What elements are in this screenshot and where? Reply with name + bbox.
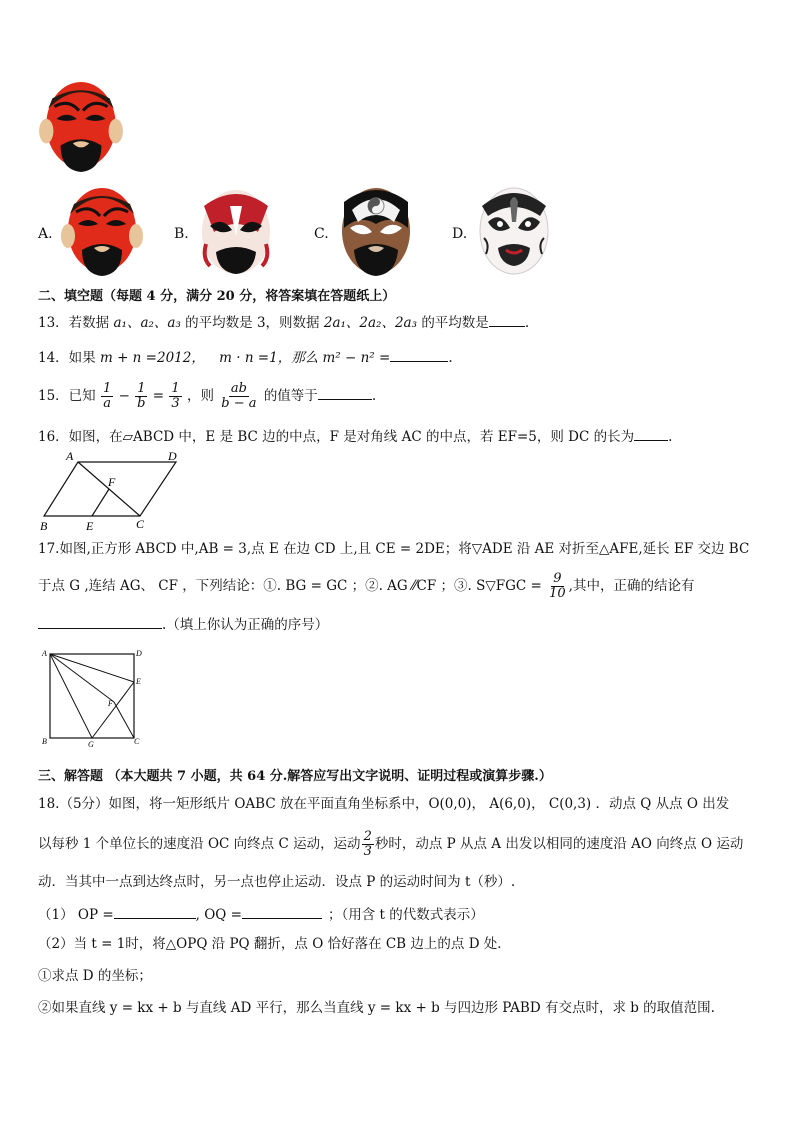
- q16-label-f: F: [108, 475, 116, 489]
- q15-post: 的值等于: [263, 388, 318, 404]
- q14-expr3: m² − n² =: [322, 350, 391, 366]
- q17-label-c: C: [134, 737, 140, 746]
- question-17-line3: [38, 614, 328, 634]
- q13-post: 的平均数是: [421, 315, 489, 331]
- q18-line2b: 秒时，动点 P 从点 A 出发以相同的速度沿 AO 向终点 O 运动: [374, 836, 744, 852]
- q14-pre: 14．如果: [38, 350, 96, 366]
- q16-label-d: D: [168, 449, 177, 463]
- option-a-label: A.: [38, 226, 53, 242]
- q16-parallelogram-figure: [36, 448, 186, 534]
- q18-line4a: （1） OP =: [38, 907, 114, 923]
- q17-label-e: E: [136, 677, 141, 686]
- opera-mask-white-black-option-d: [474, 184, 554, 278]
- question-18-line7: ②如果直线 y = kx + b 与直线 AD 平行，那么当直线 y = kx + b 与四边形 PABD 有交点时，求 b 的取值范围.: [38, 1000, 715, 1016]
- opera-mask-red-option-a: [60, 186, 144, 278]
- q17-label-f: F: [108, 699, 113, 708]
- option-d-label: D.: [452, 226, 468, 242]
- question-18-line2: [38, 826, 743, 862]
- q17-label-g: G: [88, 740, 94, 749]
- q16-end: .: [668, 429, 673, 445]
- q13-mid: 的平均数是 3，则数据: [185, 315, 320, 331]
- q15-minus: −: [118, 388, 130, 404]
- q18-fraction-2-over-3: $\frac{2}{3}$: [363, 829, 372, 859]
- q16-label-e: E: [86, 519, 94, 533]
- opera-mask-white-red-option-b: [196, 186, 276, 278]
- q16-label-b: B: [40, 519, 48, 533]
- q14-end: .: [448, 350, 453, 366]
- q17-label-d: D: [136, 649, 142, 658]
- q15-fraction-1-over-a: $\frac{1}{a}$: [102, 381, 112, 411]
- question-18-line1: 18.（5分）如图，将一矩形纸片 OABC 放在平面直角坐标系中，O(0,0)， A(6,0)， C(0,3) ．动点 Q 从点 O 出发: [38, 796, 730, 812]
- q15-pre: 15．已知: [38, 388, 96, 404]
- question-17-line1: 17.如图,正方形 ABCD 中,AB = 3,点 E 在边 CD 上,且 CE = 2DE；将▽ADE 沿 AE 对折至△AFE,延长 EF 交边 BC: [38, 541, 750, 557]
- q17-label-a: A: [42, 649, 47, 658]
- q15-end: .: [371, 388, 377, 404]
- option-c-label: C.: [314, 226, 329, 242]
- section2-title: 二、填空题（每题 4 分，满分 20 分，将答案填在答题纸上）: [38, 289, 396, 304]
- q14-expr1: m + n =2012，: [99, 350, 205, 366]
- q13-vars2: 2a₁、2a₂、2a₃: [323, 315, 418, 331]
- q17-answer-blank[interactable]: [38, 614, 162, 629]
- q16-answer-blank[interactable]: [634, 426, 668, 441]
- q17-square-figure: [38, 646, 150, 750]
- q15-mid: ，则: [186, 388, 214, 404]
- q16-label-a: A: [66, 449, 74, 463]
- option-b-label: B.: [174, 226, 189, 242]
- question-16: [38, 426, 672, 446]
- q17-line2b: ,其中，正确的结论有: [568, 578, 695, 594]
- q17-fraction-9-over-10: $\frac{9}{10}$: [549, 571, 566, 601]
- q13-vars1: a₁、a₂、a₃: [113, 315, 181, 331]
- q13-end: .: [524, 315, 530, 331]
- q18-oq-blank[interactable]: [242, 904, 322, 919]
- q16-text: 16．如图，在▱ABCD 中，E 是 BC 边的中点，F 是对角线 AC 的中点，若 EF=5，则 DC 的长为: [38, 429, 635, 445]
- q18-line4b: , OQ =: [195, 907, 242, 923]
- question-13: [38, 312, 529, 332]
- question-17-line2: [38, 568, 694, 604]
- q16-label-c: C: [136, 517, 145, 531]
- q15-fraction-1-over-3: $\frac{1}{3}$: [171, 381, 180, 411]
- section3-title: 三、解答题 （本大题共 7 小题，共 64 分.解答应写出文字说明、证明过程或演算步骤.）: [38, 769, 552, 784]
- q18-line2a: 以每秒 1 个单位长的速度沿 OC 向终点 C 运动，运动: [38, 836, 361, 852]
- q15-fraction-ab-over-b-minus-a: $\frac{ab}{b - a}$: [221, 381, 257, 411]
- question-18-line6: ①求点 D 的坐标；: [38, 968, 152, 984]
- opera-mask-red-question: [38, 80, 124, 174]
- q14-answer-blank[interactable]: [390, 347, 448, 362]
- q15-fraction-1-over-b: $\frac{1}{b}$: [137, 381, 146, 411]
- question-18-line4: [38, 904, 484, 924]
- q13-answer-blank[interactable]: [489, 312, 525, 327]
- q17-label-b: B: [42, 737, 47, 746]
- question-14: [38, 347, 453, 367]
- q18-op-blank[interactable]: [114, 904, 196, 919]
- question-18-line5: （2）当 t = 1时，将△OPQ 沿 PQ 翻折，点 O 恰好落在 CB 边上的点 D 处．: [38, 936, 511, 952]
- question-15: [38, 378, 376, 414]
- q17-line3: .（填上你认为正确的序号）: [162, 617, 329, 633]
- q14-expr2: m · n =1，那么: [219, 350, 319, 366]
- question-18-line3: 动．当其中一点到达终点时，另一点也停止运动．设点 P 的运动时间为 t（秒）.: [38, 874, 516, 890]
- q15-answer-blank[interactable]: [318, 385, 372, 400]
- q18-line4c: ；（用含 t 的代数式表示）: [327, 907, 484, 923]
- opera-mask-brown-option-c: [336, 184, 416, 278]
- q13-pre: 13．若数据: [38, 315, 110, 331]
- q15-equals: =: [152, 388, 165, 404]
- q17-line2a: 于点 G ,连结 AG、 CF ，下列结论：①. BG = GC ；②. AG ⁄⁄CF ；③. S▽FGC =: [38, 578, 542, 594]
